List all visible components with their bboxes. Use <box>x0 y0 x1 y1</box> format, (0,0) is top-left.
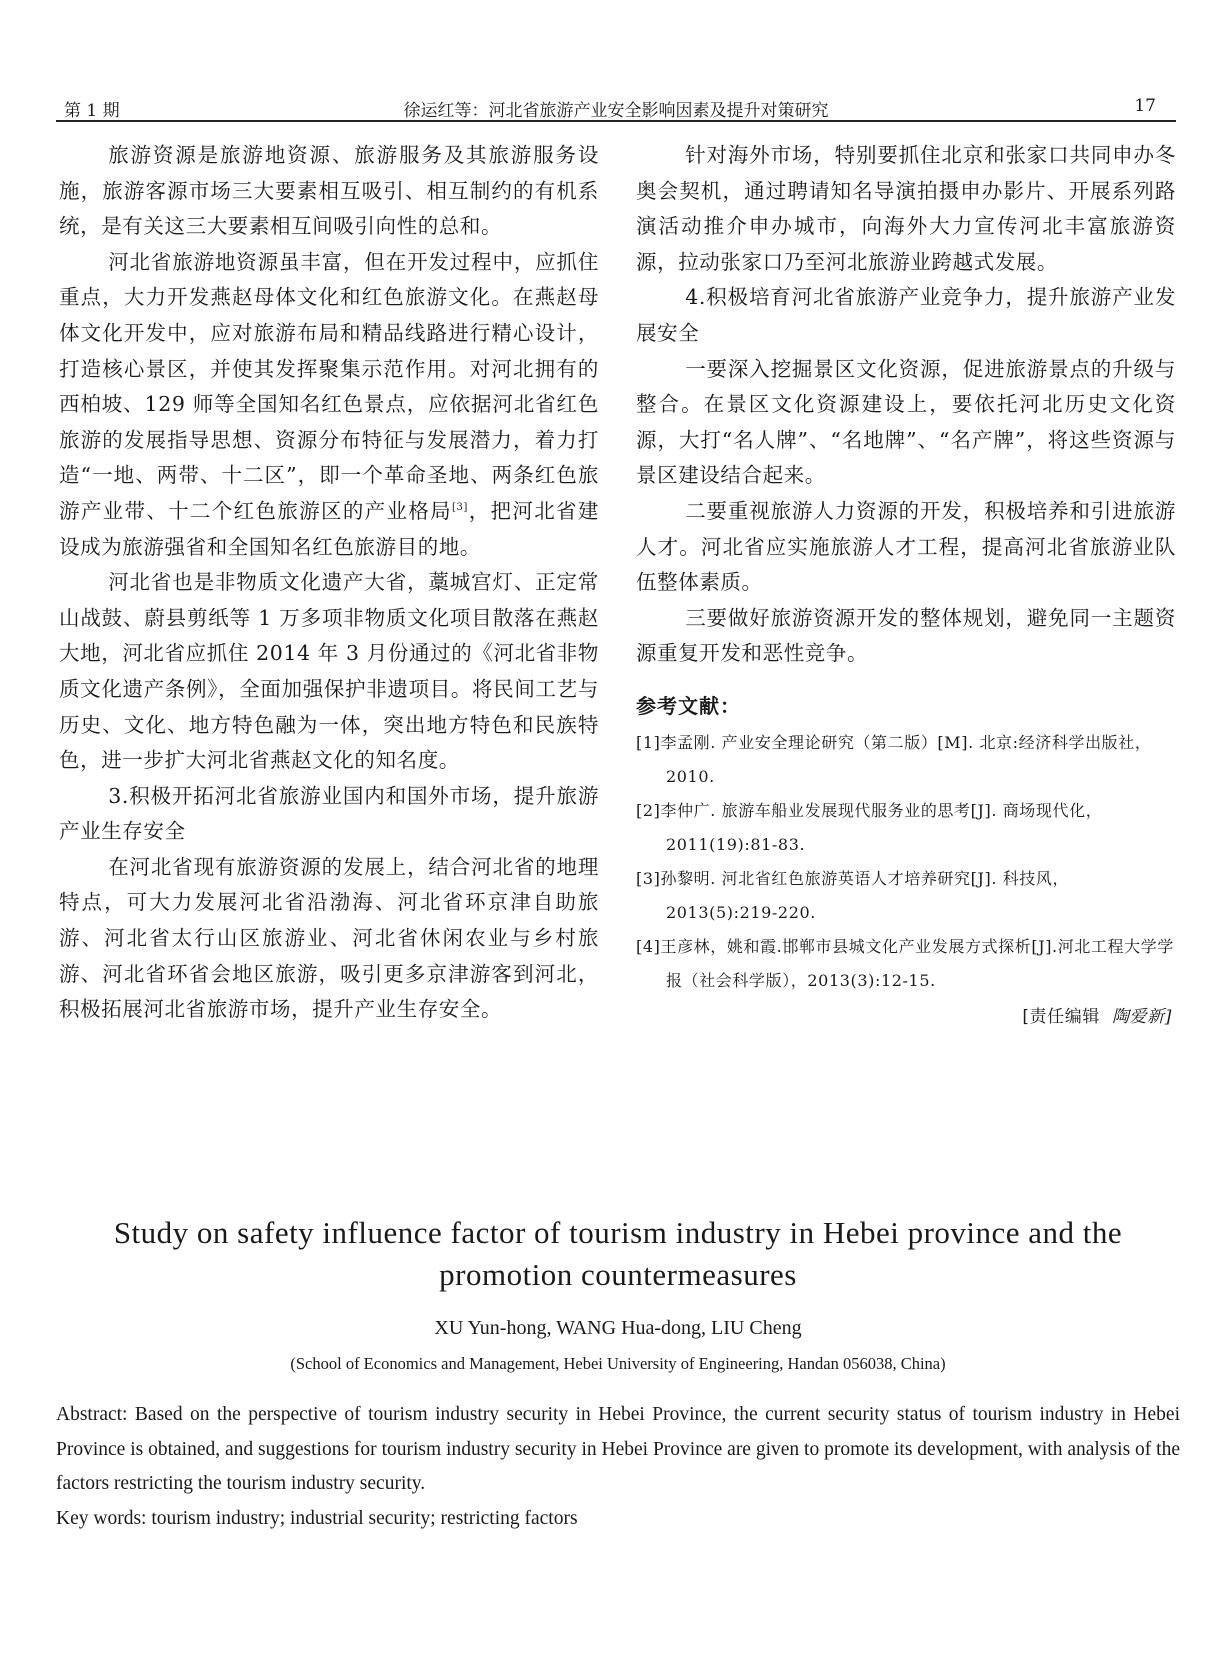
english-authors: XU Yun-hong, WANG Hua-dong, LIU Cheng <box>434 1317 802 1339</box>
reference-item: [4]王彦林，姚和霞.邯郸市县城文化产业发展方式探析[J].河北工程大学学报（社会科学版），2013(3):12-15. <box>636 936 1174 990</box>
responsible-editor <box>636 1002 1176 1032</box>
english-affiliation: (School of Economics and Management, Hebei University of Engineering, Handan 056038, China) <box>290 1354 946 1373</box>
paragraph-text: ，把河北省建设成为旅游强省和全国知名红色旅游目的地。 <box>59 498 599 559</box>
editor-label: [责任编辑 <box>1022 1006 1100 1027</box>
editor-name: 陶爱新] <box>1111 1006 1172 1027</box>
reference-item: [1]李孟刚. 产业安全理论研究（第二版）[M]. 北京:经济科学出版社，2010. <box>636 732 1152 786</box>
right-column <box>636 138 1176 1032</box>
paragraph: 河北省也是非物质文化遗产大省，藁城宫灯、正定常山战鼓、蔚县剪纸等 1 万多项非物质文化项目散落在燕赵大地，河北省应抓住 2014 年 3 月份通过的《河北省非物质文化遗产条例》，全面加强保护非遗项目。将民间工艺与历史、文化、地方特色融为一体，突出地方特色和民族特色，进一步扩大河北省燕赵文化的知名度。 <box>59 570 599 773</box>
keywords-label: Key words: <box>56 1507 147 1529</box>
english-keywords <box>56 1502 1180 1537</box>
paragraph-text: 河北省旅游地资源虽丰富，但在开发过程中，应抓住重点，大力开发燕赵母体文化和红色旅游文化。在燕赵母体文化开发中，应对旅游布局和精品线路进行精心设计，打造核心景区，并使其发挥聚集示范作用。对河北拥有的西柏坡、129 师等全国知名红色景点，应依据河北省红色旅游的发展指导思想、资源分布特征与发展潜力，着力打造“一地、两带、十二区”，即一个革命圣地、两条红色旅游产业带、十二个红色旅游区的产业格局 <box>59 249 599 523</box>
english-abstract-block <box>56 1212 1180 1536</box>
english-abstract <box>56 1398 1180 1502</box>
abstract-text: Based on the perspective of tourism industry security in Hebei Province, the current security status of tourism industry in Hebei Province is obtained, and suggestions for tourism industry security in Hebei Province are given to promote its development, with analysis of the factors restricting the tourism industry security. <box>56 1404 1180 1494</box>
section-heading: 4.积极培育河北省旅游产业竞争力，提升旅游产业发展安全 <box>636 285 1176 345</box>
running-title: 徐运红等：河北省旅游产业安全影响因素及提升对策研究 <box>403 101 829 121</box>
paragraph: 二要重视旅游人力资源的开发，积极培养和引进旅游人才。河北省应实施旅游人才工程，提高河北省旅游业队伍整体素质。 <box>636 498 1176 595</box>
reference-item: [3]孙黎明. 河北省红色旅游英语人才培养研究[J]. 科技风，2013(5):219-220. <box>636 868 1070 922</box>
references-heading: 参考文献： <box>636 693 741 718</box>
keywords-text: tourism industry; industrial security; restricting factors <box>151 1507 578 1529</box>
page-number: 17 <box>1134 96 1156 116</box>
issue-label: 第 1 期 <box>64 101 120 121</box>
running-header <box>56 92 1176 122</box>
paragraph: 针对海外市场，特别要抓住北京和张家口共同申办冬奥会契机，通过聘请知名导演拍摄申办影片、开展系列路演活动推介申办城市，向海外大力宣传河北丰富旅游资源，拉动张家口乃至河北旅游业跨越式发展。 <box>636 143 1176 274</box>
citation-marker: [3] <box>452 502 468 514</box>
paragraph: 一要深入挖掘景区文化资源，促进旅游景点的升级与整合。在景区文化资源建设上，要依托河北历史文化资源，大打“名人牌”、“名地牌”、“名产牌”，将这些资源与景区建设结合起来。 <box>636 356 1176 488</box>
header-divider <box>56 120 1176 122</box>
abstract-label: Abstract: <box>56 1404 128 1425</box>
section-heading: 3.积极开拓河北省旅游业国内和国外市场，提升旅游产业生存安全 <box>59 783 599 844</box>
left-column <box>59 138 599 1028</box>
paragraph: 旅游资源是旅游地资源、旅游服务及其旅游服务设施，旅游客源市场三大要素相互吸引、相互制约的有机系统，是有关这三大要素相互间吸引向性的总和。 <box>59 143 599 239</box>
paragraph: 在河北省现有旅游资源的发展上，结合河北省的地理特点，可大力发展河北省沿渤海、河北省环京津自助旅游、河北省太行山区旅游业、河北省休闲农业与乡村旅游、河北省环省会地区旅游，吸引更多京津游客到河北，积极拓展河北省旅游市场，提升产业生存安全。 <box>59 854 599 1022</box>
reference-item: [2]李仲广. 旅游车船业发展现代服务业的思考[J]. 商场现代化，2011(19):81-83. <box>636 800 1103 854</box>
paragraph: 三要做好旅游资源开发的整体规划，避免同一主题资源重复开发和恶性竞争。 <box>636 605 1176 666</box>
english-title: Study on safety influence factor of tourism industry in Hebei province and the promotion countermeasures <box>113 1215 1123 1292</box>
paragraph <box>59 245 599 565</box>
